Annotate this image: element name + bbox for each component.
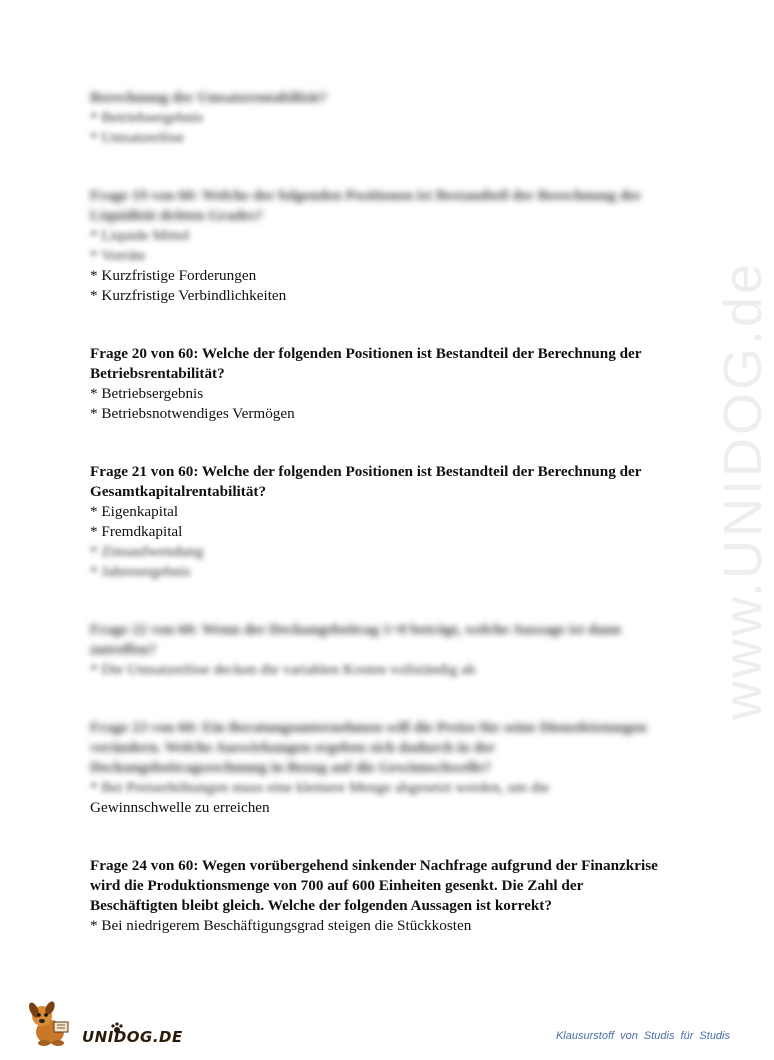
footer-tagline: Klausurstoff von Studis für Studis	[555, 1030, 730, 1042]
answer-option: * Betriebsergebnis	[90, 109, 204, 126]
question-text: Frage 20 von 60: Welche der folgenden Positionen ist Bestandteil der Berechnung der Betriebsrentabilität?	[90, 345, 642, 382]
spacer	[90, 582, 660, 620]
question-block	[90, 186, 660, 306]
answer-option: Gewinnschwelle zu erreichen	[90, 799, 270, 816]
spacer	[90, 148, 660, 186]
answer-option: * Jahresergebnis	[90, 563, 191, 580]
dog-mascot-icon	[24, 992, 84, 1050]
question-block	[90, 856, 660, 936]
answer-option: * Eigenkapital	[90, 503, 179, 520]
question-text: Frage 24 von 60: Wegen vorübergehend sinkender Nachfrage aufgrund der Finanzkrise wird die Produktionsmenge von 700 auf 600 Einheiten gesenkt. Die Zahl der Beschäftigten bleibt gleich. Welche der folgenden Aussagen ist korrekt?	[90, 857, 658, 914]
question-text: Frage 22 von 60: Wenn der Deckungsbeitrag 1=0 beträgt, welche Aussage ist dann zutreffen?	[90, 621, 621, 658]
question-text: Berechnung der Umsatzrentabilität?	[90, 89, 328, 106]
answer-option: * Kurzfristige Verbindlichkeiten	[90, 287, 287, 304]
spacer	[90, 680, 660, 718]
answer-option: * Fremdkapital	[90, 523, 183, 540]
question-block	[90, 344, 660, 424]
question-list	[90, 88, 660, 936]
logo-text: UNIDOG.DE	[82, 1028, 183, 1046]
answer-option: * Liquide Mittel	[90, 227, 190, 244]
answer-option: * Bei Preiserhöhungen muss eine kleinere Menge abgesetzt werden, um die	[90, 779, 550, 796]
answer-option: * Bei niedrigerem Beschäftigungsgrad steigen die Stückkosten	[90, 917, 472, 934]
unidog-logo	[24, 992, 184, 1050]
question-text: Frage 23 von 60: Ein Beratungsunternehmen will die Preise für seine Dienstleistungen verändern. Welche Auswirkungen ergeben sich dadurch in der Deckungsbeitragsrechnung in Bezug auf die Gewinnschwelle?	[90, 719, 647, 776]
question-text: Frage 21 von 60: Welche der folgenden Positionen ist Bestandteil der Berechnung der Gesamtkapitalrentabilität?	[90, 463, 642, 500]
answer-option: * Die Umsatzerlöse decken die variablen Kosten vollständig ab	[90, 661, 476, 678]
question-block	[90, 718, 660, 818]
answer-option: * Betriebsnotwendiges Vermögen	[90, 405, 295, 422]
answer-option: * Umsatzerlöse	[90, 129, 185, 146]
question-block	[90, 88, 660, 148]
question-text: Frage 19 von 60: Welche der folgenden Positionen ist Bestandteil der Berechnung der Liquidität dritten Grades?	[90, 187, 642, 224]
spacer	[90, 306, 660, 344]
answer-option: * Kurzfristige Forderungen	[90, 267, 257, 284]
answer-option: * Betriebsergebnis	[90, 385, 204, 402]
answer-option: * Zinsaufwendung	[90, 543, 204, 560]
spacer	[90, 424, 660, 462]
spacer	[90, 818, 660, 856]
question-block	[90, 620, 660, 680]
question-block	[90, 462, 660, 582]
watermark: www.UNIDOG.de	[713, 260, 773, 720]
answer-option: * Vorräte	[90, 247, 146, 264]
